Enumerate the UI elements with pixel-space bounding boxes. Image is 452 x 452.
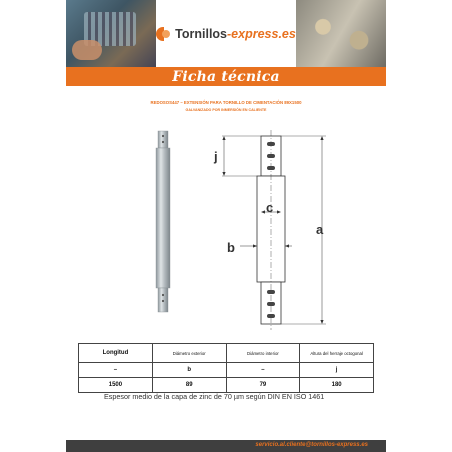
header-octagonal-height: Altura del herraje octogonal xyxy=(300,344,374,363)
code-length: – xyxy=(79,363,153,378)
dim-label-j: j xyxy=(214,149,218,164)
page-title: Ficha técnica xyxy=(172,68,280,85)
dim-label-b: b xyxy=(227,240,235,255)
header-length: Longitud xyxy=(79,344,153,363)
brand-name: Tornillos-express.es xyxy=(175,26,296,41)
code-outer-diameter: b xyxy=(152,363,226,378)
value-length: 1500 xyxy=(79,378,153,393)
pipe-schematic xyxy=(222,130,326,330)
footer-bar xyxy=(66,440,386,452)
contact-email[interactable]: servicio.al.cliente@tornillos-express.es xyxy=(255,442,368,448)
header-outer-diameter: Diámetro exterior xyxy=(152,344,226,363)
value-octagonal-height: 180 xyxy=(300,378,374,393)
table-value-row xyxy=(79,378,374,393)
dim-label-a: a xyxy=(316,222,324,237)
value-outer-diameter: 89 xyxy=(152,378,226,393)
zinc-coating-note: Espesor medio de la capa de zinc de 70 µm según DIN EN ISO 1461 xyxy=(104,392,325,401)
dim-label-c: c xyxy=(266,200,274,215)
value-inner-diameter: 79 xyxy=(226,378,300,393)
spec-table xyxy=(78,343,374,393)
product-title: REDOSOS447 – EXTENSIÓN PARA TORNILLO DE CIMENTACIÓN 89X1500 xyxy=(150,100,302,105)
code-octagonal-height: j xyxy=(300,363,374,378)
pipe-photo xyxy=(156,131,170,312)
table-code-row xyxy=(79,363,374,378)
code-inner-diameter: – xyxy=(226,363,300,378)
table-header-row xyxy=(79,344,374,363)
header-inner-diameter: Diámetro interior xyxy=(226,344,300,363)
product-finish: GALVANIZADO POR INMERSIÓN EN CALIENTE xyxy=(185,108,267,112)
